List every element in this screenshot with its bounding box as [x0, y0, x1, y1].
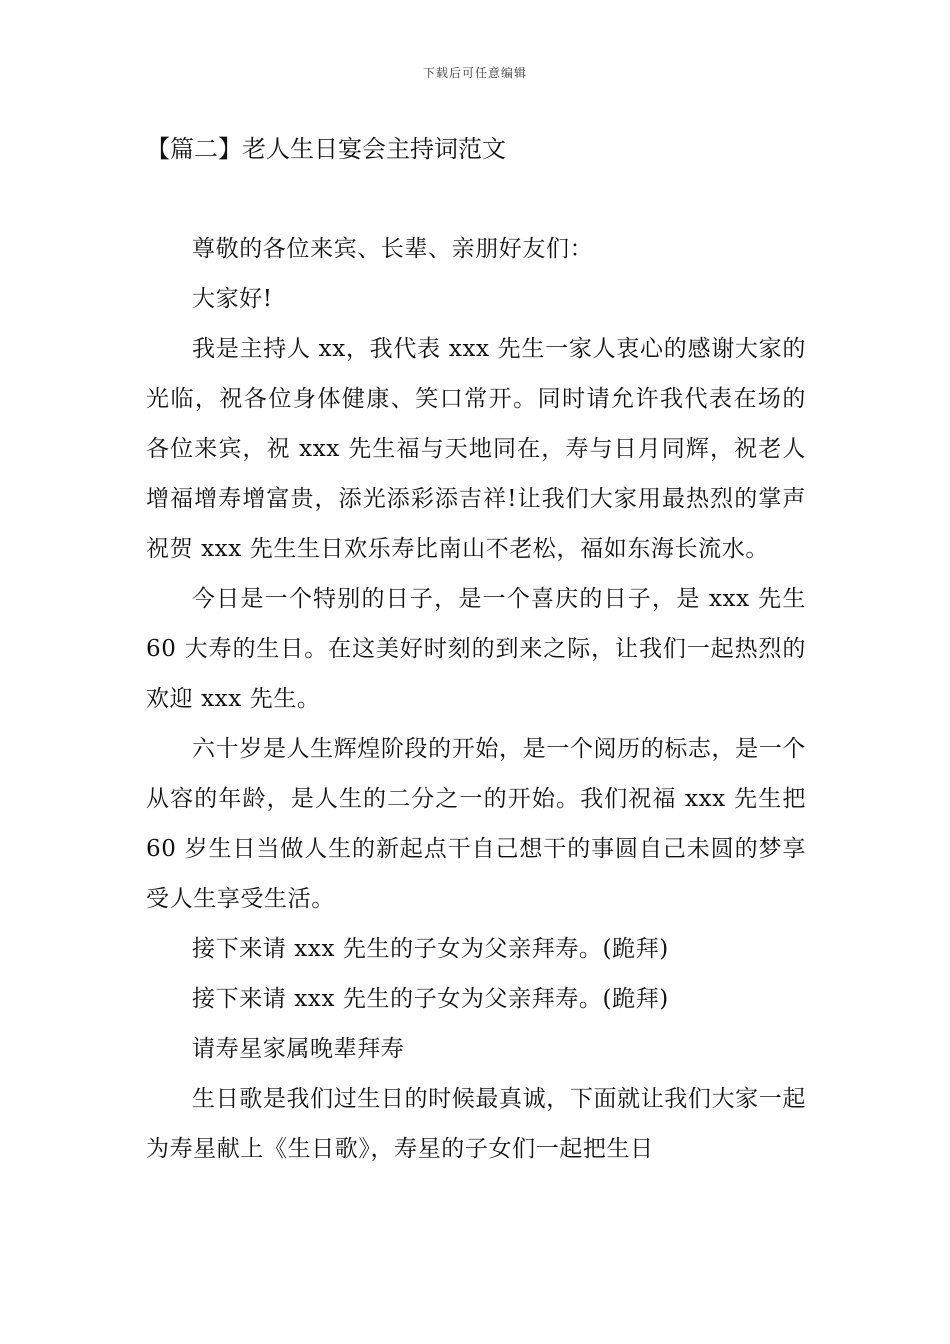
paragraph-children-bow-repeat: 接下来请 xxx 先生的子女为父亲拜寿。(跪拜)	[192, 986, 669, 1012]
document-title: 【篇二】老人生日宴会主持词范文	[146, 135, 506, 163]
document-body	[146, 224, 806, 1174]
paragraph-family-bow: 请寿星家属晚辈拜寿	[192, 1036, 405, 1062]
paragraph-sixty-years: 六十岁是人生辉煌阶段的开始，是一个阅历的标志，是一个从容的年龄，是人生的二分之一的开始。我们祝福 xxx 先生把 60 岁生日当做人生的新起点干自己想干的事圆自己未圆的梦享受人生享受生活。	[146, 736, 806, 912]
paragraph-hello: 大家好!	[192, 286, 273, 312]
paragraph-special-day: 今日是一个特别的日子，是一个喜庆的日子，是 xxx 先生 60 大寿的生日。在这美好时刻的到来之际，让我们一起热烈的欢迎 xxx 先生。	[146, 586, 806, 712]
paragraph-birthday-song: 生日歌是我们过生日的时候最真诚，下面就让我们大家一起为寿星献上《生日歌》，寿星的子女们一起把生日	[146, 1086, 806, 1162]
paragraph-host-intro: 我是主持人 xx，我代表 xxx 先生一家人衷心的感谢大家的光临，祝各位身体健康、笑口常开。同时请允许我代表在场的各位来宾，祝 xxx 先生福与天地同在，寿与日月同辉，祝老人增福增寿增富贵，添光添彩添吉祥!让我们大家用最热烈的掌声祝贺 xxx 先生生日欢乐寿比南山不老松，福如东海长流水。	[146, 336, 806, 562]
paragraph-children-bow: 接下来请 xxx 先生的子女为父亲拜寿。(跪拜)	[192, 936, 669, 962]
header-note: 下载后可任意编辑	[422, 66, 527, 80]
paragraph-greeting: 尊敬的各位来宾、长辈、亲朋好友们：	[192, 236, 594, 262]
